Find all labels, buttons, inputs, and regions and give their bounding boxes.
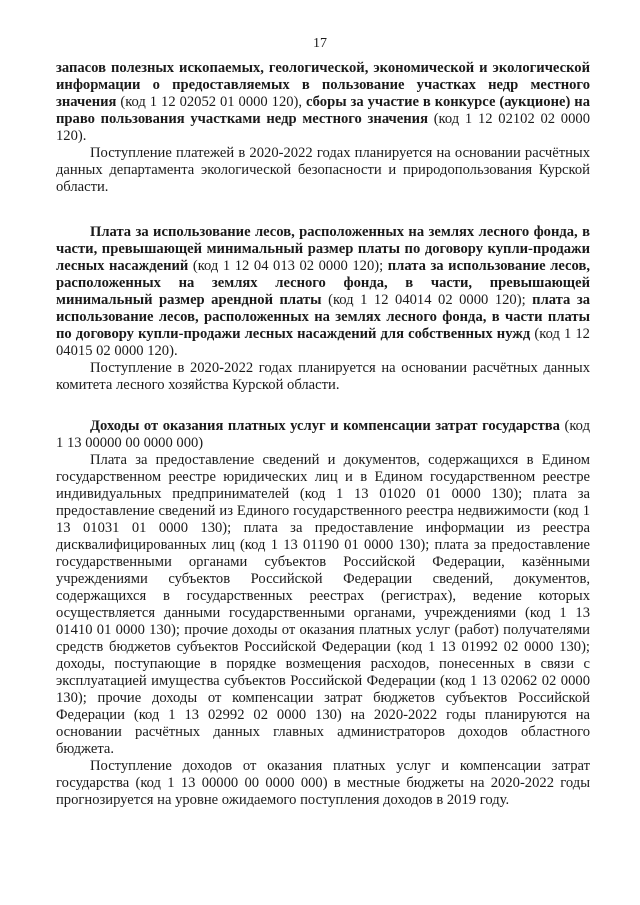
plain-text: (код 1 12 04 013 02 0000 120); bbox=[188, 258, 388, 274]
bold-text: запасов полезных ископаемых, геологической, экономической и экологической информации о предоставляемых в пользование участках недр местного значения bbox=[56, 60, 590, 110]
paragraph-subsoil-planning: Поступление платежей в 2020-2022 годах планируется на основании расчётных данных департамента экологической безопасности и природопользования Курской области. bbox=[56, 145, 590, 195]
bold-text: плата за использование лесов, расположенных на землях лесного фонда, в части платы по договору купли-продажи лесных насаждений для собственных нужд bbox=[56, 292, 590, 342]
plain-text: (код 1 12 04014 02 0000 120); bbox=[321, 292, 533, 308]
paragraph-forest-fees bbox=[56, 224, 590, 360]
plain-text: (код 1 12 02102 02 0000 120). bbox=[56, 111, 590, 144]
plain-text: (код 1 12 04015 02 0000 120). bbox=[56, 326, 590, 359]
document-body bbox=[56, 60, 590, 809]
plain-text: (код 1 13 00000 00 0000 000) bbox=[56, 418, 590, 451]
bold-text: сборы за участие в конкурсе (аукционе) на право пользования участками недр местного значения bbox=[56, 94, 590, 127]
paragraph-paid-services-list: Плата за предоставление сведений и документов, содержащихся в Едином государственном реестре юридических лиц и в Едином государственном реестре индивидуальных предпринимателей (код 1 13 01020 01 0000 130); плата за предоставление сведений из Единого государственного реестра недвижимости (код 1 13 01031 01 0000 130); плата за предоставление информации из реестра дисквалифицированных лиц (код 1 13 01190 01 0000 130); плата за предоставление государственными органами субъектов Российской Федерации, казёнными учреждениями субъектов Российской Федерации сведений, документов, содержащихся в государственных реестрах (регистрах), ведение которых осуществляется данными государственными органами, учреждениями (код 1 13 01410 01 0000 130); прочие доходы от оказания платных услуг (работ) получателями средств бюджетов субъектов Российской Федерации (код 1 13 01992 02 0000 130); доходы, поступающие в порядке возмещения расходов, понесенных в связи с эксплуатацией имущества субъектов Российской Федерации (код 1 13 02062 02 0000 130); прочие доходы от компенсации затрат бюджетов субъектов Российской Федерации (код 1 13 02992 02 0000 130) на 2020-2022 годы планируются на основании расчётных данных главных администраторов доходов областного бюджета. bbox=[56, 452, 590, 757]
paragraph-forest-planning: Поступление в 2020-2022 годах планируется на основании расчётных данных комитета лесного хозяйства Курской области. bbox=[56, 360, 590, 393]
bold-text: Доходы от оказания платных услуг и компенсации затрат государства bbox=[90, 418, 560, 434]
page-number: 17 bbox=[313, 36, 327, 51]
section-heading-paid-services bbox=[56, 418, 590, 452]
plain-text: (код 1 12 02052 01 0000 120), bbox=[116, 94, 307, 110]
paragraph-paid-services-forecast: Поступление доходов от оказания платных услуг и компенсации затрат государства (код 1 13 00000 00 0000 000) в местные бюджеты на 2020-2022 годы прогнозируется на уровне ожидаемого поступления доходов в 2019 году. bbox=[56, 758, 590, 808]
bold-text: Плата за использование лесов, расположенных на землях лесного фонда, в части, превышающей минимальный размер платы по договору купли-продажи лесных насаждений bbox=[56, 224, 590, 274]
paragraph-subsoil-fees bbox=[56, 60, 590, 145]
bold-text: плата за использование лесов, расположенных на землях лесного фонда, в части, превышающей минимальный размер арендной платы bbox=[56, 258, 590, 308]
